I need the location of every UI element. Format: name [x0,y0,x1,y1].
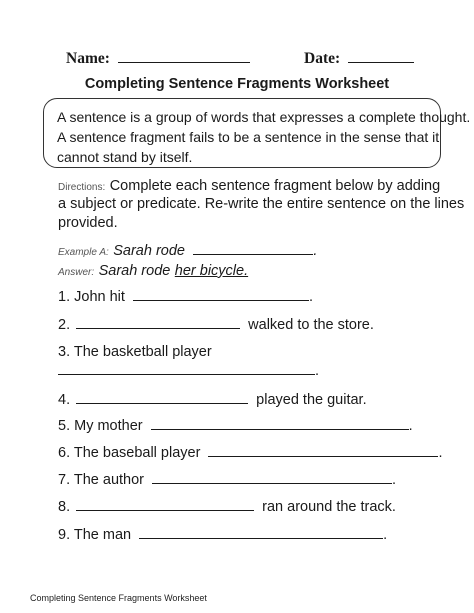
item-end: . [315,363,320,379]
date-field[interactable] [304,50,414,68]
item-text: The author [73,472,145,488]
item-3 [58,344,212,360]
item-9 [58,527,387,543]
item-end: . [408,418,413,434]
item-text: My mother [74,418,143,434]
item-text: walked to the store. [248,317,374,333]
item-number: 6. [58,445,71,461]
date-blank[interactable] [348,61,414,63]
item-number: 4. [58,392,71,408]
answer-blank[interactable] [152,482,392,484]
example-label: Example A: [58,247,109,258]
page-footer: Completing Sentence Fragments Worksheet [30,593,207,603]
answer-blank[interactable] [133,299,309,301]
item-text: The basketball player [73,344,212,360]
directions-text: Complete each sentence fragment below by adding [109,178,441,194]
answer-line [58,262,248,280]
definition-line: A sentence is a group of words that expresses a complete thought. [57,109,471,125]
answer-underlined-text: her bicycle. [174,263,249,279]
name-blank[interactable] [118,61,250,63]
directions-label: Directions: [58,182,106,193]
item-number: 2. [58,317,71,333]
name-field[interactable] [66,50,250,68]
item-end: . [383,527,388,543]
item-3-continuation [58,363,319,379]
answer-blank[interactable] [76,509,254,511]
item-number: 7. [58,472,71,488]
item-number: 3. [58,344,71,360]
example-period: . [313,243,318,259]
directions-text: provided. [58,215,118,231]
item-5 [58,418,413,434]
item-number: 1. [58,289,71,305]
item-number: 9. [58,527,71,543]
answer-blank[interactable] [139,537,383,539]
item-end: . [438,445,443,461]
directions-first-line [58,177,440,195]
answer-label: Answer: [58,267,95,278]
item-number: 5. [58,418,71,434]
answer-blank[interactable] [151,428,409,430]
worksheet-title: Completing Sentence Fragments Worksheet [84,76,390,92]
name-label: Name: [66,50,110,67]
item-number: 8. [58,499,71,515]
item-text: John hit [74,289,125,305]
item-1 [58,289,313,305]
item-8 [58,499,396,515]
example-line [58,242,317,260]
example-text: Sarah rode [113,243,185,259]
item-6 [58,445,443,461]
item-end: . [308,289,313,305]
item-text: The man [73,527,132,543]
item-text: played the guitar. [256,392,367,408]
answer-blank[interactable] [58,373,315,375]
definition-line: A sentence fragment fails to be a sentence in the sense that it [57,129,440,145]
item-4 [58,392,367,408]
item-text: ran around the track. [262,499,396,515]
answer-blank[interactable] [76,402,248,404]
answer-text: Sarah rode [98,263,171,279]
example-blank [193,253,313,255]
item-2 [58,317,374,333]
date-label: Date: [304,50,341,67]
answer-blank[interactable] [208,455,438,457]
item-7 [58,472,396,488]
directions-text: a subject or predicate. Re-write the entire sentence on the lines [58,196,465,212]
item-text: The baseball player [73,445,201,461]
definition-line: cannot stand by itself. [57,149,193,165]
item-end: . [392,472,397,488]
answer-blank[interactable] [76,327,240,329]
